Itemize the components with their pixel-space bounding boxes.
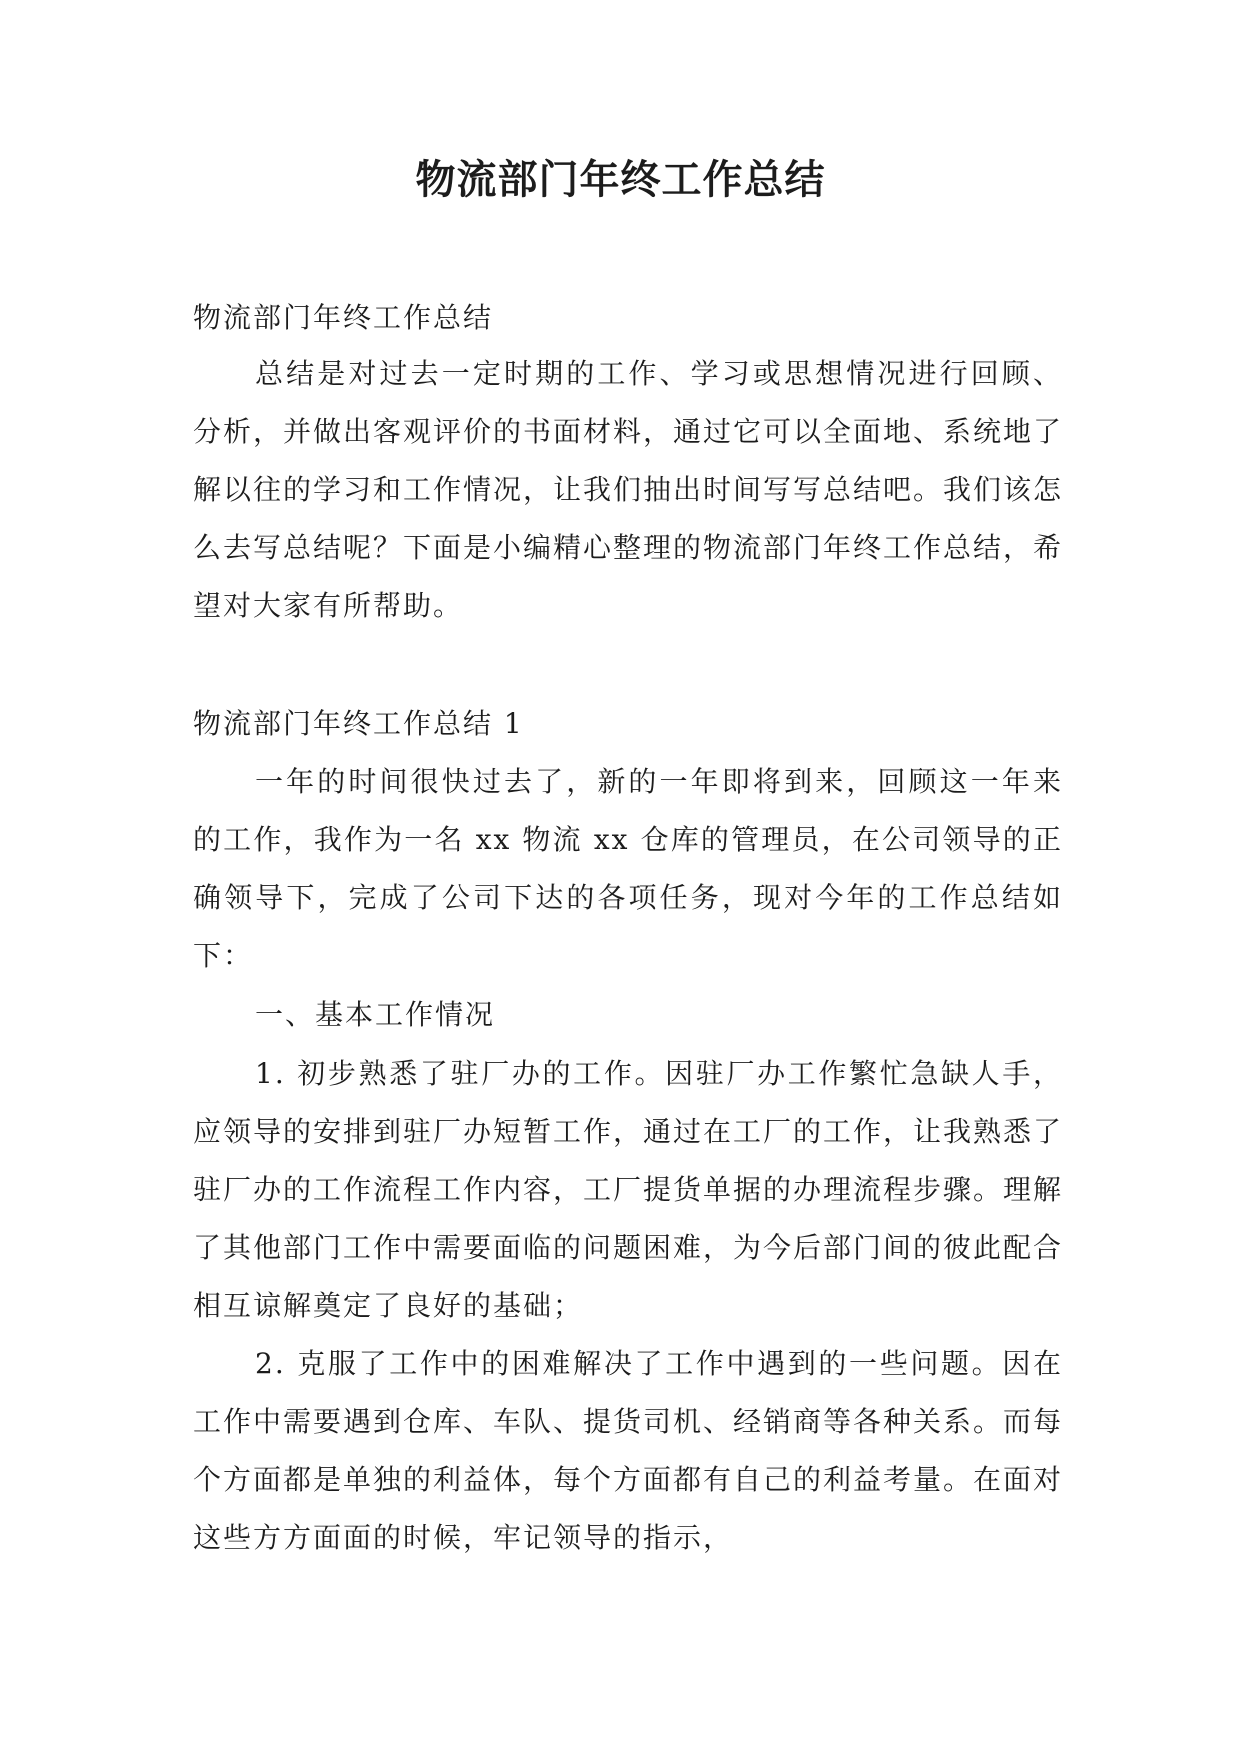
list-item-2: 2. 克服了工作中的困难解决了工作中遇到的一些问题。因在工作中需要遇到仓库、车队、提货司机、经销商等各种关系。而每个方面都是单独的利益体，每个方面都有自己的利益考量。在面对这些方方面面的时候，牢记领导的指示， [193, 1347, 1064, 1554]
subheading-basic-work: 一、基本工作情况 [255, 998, 496, 1031]
section-1-title: 物流部门年终工作总结 1 [193, 707, 524, 740]
list-item-1: 1. 初步熟悉了驻厂办的工作。因驻厂办工作繁忙急缺人手，应领导的安排到驻厂办短暂工作，通过在工厂的工作，让我熟悉了驻厂办的工作流程工作内容，工厂提货单据的办理流程步骤。理解了其他部门工作中需要面临的问题困难，为今后部门间的彼此配合相互谅解奠定了良好的基础； [193, 1057, 1064, 1322]
document-title: 物流部门年终工作总结 [415, 157, 826, 203]
document-heading: 物流部门年终工作总结 [193, 301, 494, 334]
section-1-intro-paragraph: 一年的时间很快过去了，新的一年即将到来，回顾这一年来的工作，我作为一名 xx 物流 xx 仓库的管理员，在公司领导的正确领导下，完成了公司下达的各项任务，现对今年的工作总结如下： [193, 765, 1063, 972]
intro-paragraph: 总结是对过去一定时期的工作、学习或思想情况进行回顾、分析，并做出客观评价的书面材料，通过它可以全面地、系统地了解以往的学习和工作情况，让我们抽出时间写写总结吧。我们该怎么去写总结呢？下面是小编精心整理的物流部门年终工作总结，希望对大家有所帮助。 [193, 357, 1064, 622]
